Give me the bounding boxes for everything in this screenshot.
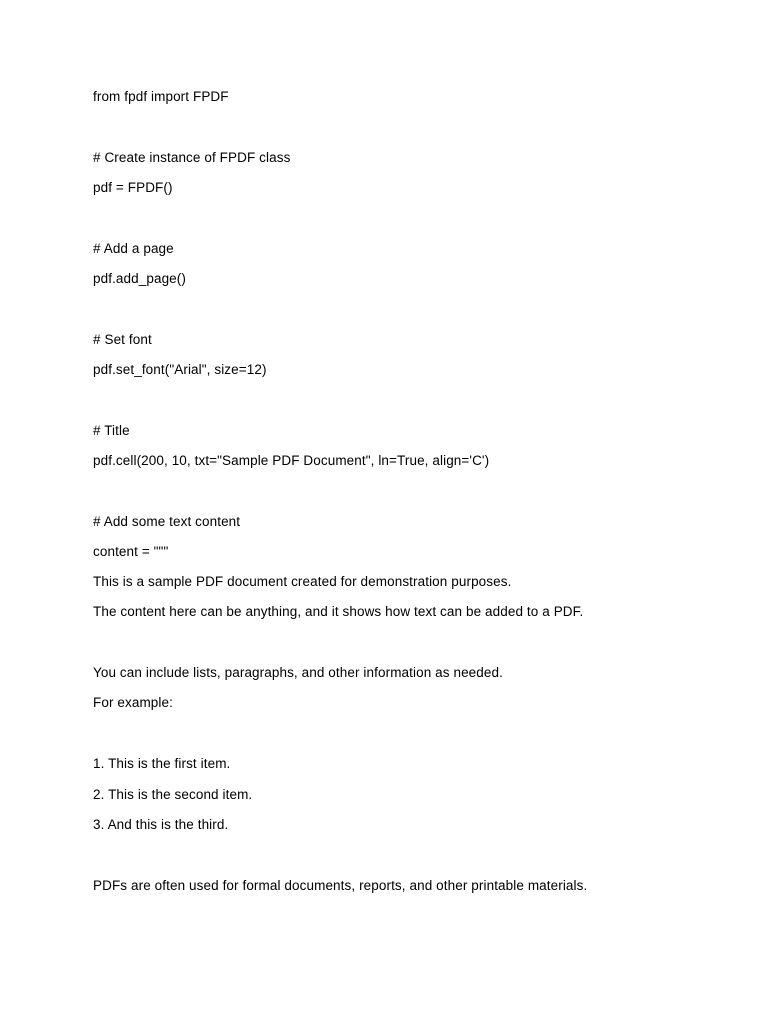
comment-add-text: # Add some text content	[93, 514, 241, 529]
content-line-3: You can include lists, paragraphs, and other information as needed.	[93, 665, 503, 680]
list-item-2: 2. This is the second item.	[93, 787, 253, 802]
code-line-import: from fpdf import FPDF	[93, 89, 229, 104]
comment-add-page: # Add a page	[93, 241, 174, 256]
list-item-3: 3. And this is the third.	[93, 817, 229, 832]
comment-create-instance: # Create instance of FPDF class	[93, 150, 291, 165]
content-line-final: PDFs are often used for formal documents, reports, and other printable materials.	[93, 878, 588, 893]
content-line-4: For example:	[93, 695, 173, 710]
list-item-1: 1. This is the first item.	[93, 756, 231, 771]
code-line-instance: pdf = FPDF()	[93, 180, 173, 195]
content-line-2: The content here can be anything, and it shows how text can be added to a PDF.	[93, 604, 584, 619]
code-line-set-font: pdf.set_font("Arial", size=12)	[93, 362, 267, 377]
comment-title: # Title	[93, 423, 130, 438]
code-line-add-page: pdf.add_page()	[93, 271, 186, 286]
comment-set-font: # Set font	[93, 332, 152, 347]
code-line-title-cell: pdf.cell(200, 10, txt="Sample PDF Document", ln=True, align='C')	[93, 453, 490, 468]
content-line-1: This is a sample PDF document created for demonstration purposes.	[93, 574, 512, 589]
code-line-content-start: content = """	[93, 544, 169, 559]
